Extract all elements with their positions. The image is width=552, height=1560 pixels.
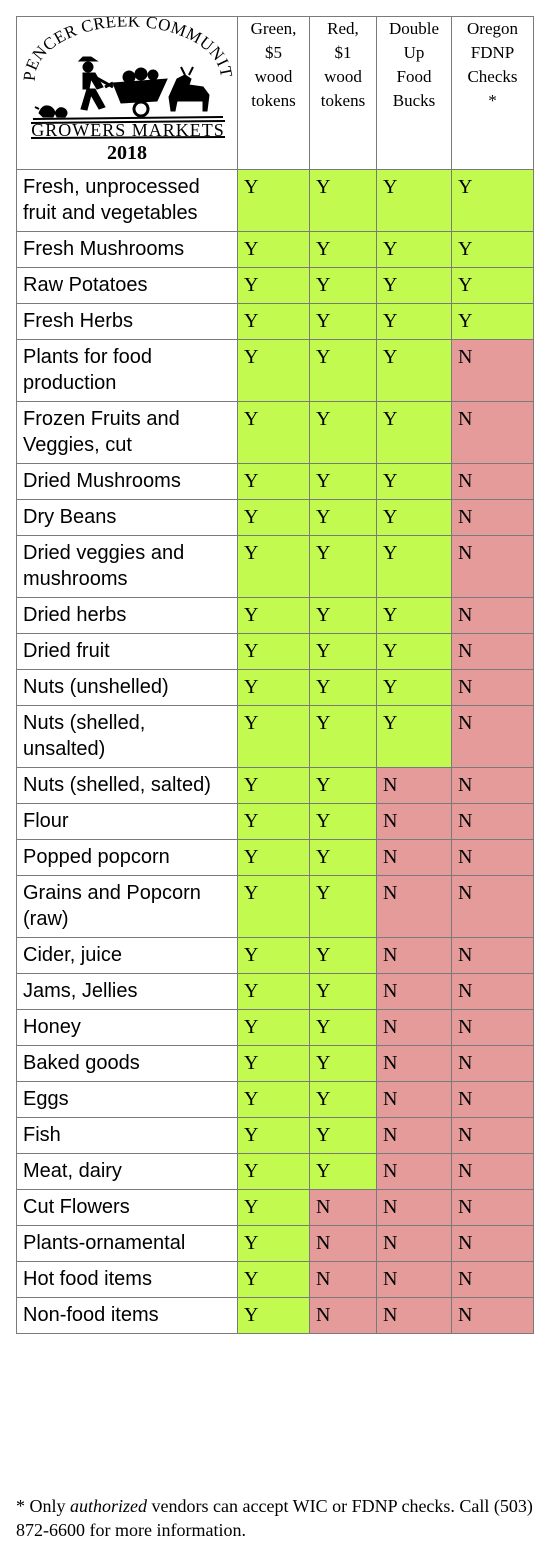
accepted-cell: Y: [238, 402, 310, 464]
farmer-wheelbarrow-illustration: [33, 57, 223, 119]
table-row: [17, 634, 534, 670]
table-row: [17, 464, 534, 500]
table-row: [17, 340, 534, 402]
not-accepted-cell: N: [310, 1262, 377, 1298]
not-accepted-cell: N: [452, 706, 534, 768]
logo-banner: [31, 120, 225, 140]
market-logo: [17, 17, 237, 141]
accepted-cell: Y: [238, 1082, 310, 1118]
accepted-cell: Y: [238, 464, 310, 500]
item-name: Frozen Fruits and Veggies, cut: [17, 402, 238, 464]
not-accepted-cell: N: [377, 938, 452, 974]
accepted-cell: Y: [310, 340, 377, 402]
accepted-cell: Y: [310, 1046, 377, 1082]
not-accepted-cell: N: [452, 1154, 534, 1190]
not-accepted-cell: N: [377, 1046, 452, 1082]
accepted-cell: Y: [377, 304, 452, 340]
accepted-cell: Y: [310, 1010, 377, 1046]
item-name: Grains and Popcorn (raw): [17, 876, 238, 938]
not-accepted-cell: N: [377, 1118, 452, 1154]
not-accepted-cell: N: [310, 1226, 377, 1262]
accepted-cell: Y: [310, 1118, 377, 1154]
accepted-cell: Y: [238, 1262, 310, 1298]
not-accepted-cell: N: [452, 974, 534, 1010]
accepted-cell: Y: [377, 232, 452, 268]
not-accepted-cell: N: [377, 1010, 452, 1046]
accepted-cell: Y: [238, 840, 310, 876]
accepted-cell: Y: [238, 670, 310, 706]
table-row: [17, 1082, 534, 1118]
accepted-cell: Y: [310, 840, 377, 876]
footnote-prefix: * Only: [16, 1496, 70, 1516]
footnote: [16, 1494, 536, 1542]
not-accepted-cell: N: [377, 768, 452, 804]
logo-arc-text: PENCER CREEK COMMUNIT: [19, 17, 237, 82]
table-row: [17, 1298, 534, 1334]
table-row: [17, 1118, 534, 1154]
item-name: Raw Potatoes: [17, 268, 238, 304]
item-name: Dried fruit: [17, 634, 238, 670]
table-row: [17, 1190, 534, 1226]
not-accepted-cell: N: [452, 536, 534, 598]
not-accepted-cell: N: [452, 1190, 534, 1226]
accepted-cell: Y: [238, 340, 310, 402]
item-name: Meat, dairy: [17, 1154, 238, 1190]
not-accepted-cell: N: [452, 768, 534, 804]
table-row: [17, 536, 534, 598]
accepted-cell: Y: [238, 974, 310, 1010]
column-header-red-tokens: Red, $1 wood tokens: [310, 17, 377, 170]
accepted-cell: Y: [310, 500, 377, 536]
accepted-cell: Y: [377, 670, 452, 706]
eligibility-table: [16, 16, 534, 1334]
item-name: Dry Beans: [17, 500, 238, 536]
not-accepted-cell: N: [377, 1226, 452, 1262]
table-row: [17, 1046, 534, 1082]
accepted-cell: Y: [452, 268, 534, 304]
not-accepted-cell: N: [452, 1082, 534, 1118]
logo-banner-text: GROWERS MARKETS: [31, 120, 225, 140]
not-accepted-cell: N: [452, 634, 534, 670]
accepted-cell: Y: [310, 598, 377, 634]
item-name: Fish: [17, 1118, 238, 1154]
table-row: [17, 670, 534, 706]
item-name: Fresh Mushrooms: [17, 232, 238, 268]
accepted-cell: Y: [238, 598, 310, 634]
item-name: Popped popcorn: [17, 840, 238, 876]
accepted-cell: Y: [238, 1190, 310, 1226]
not-accepted-cell: N: [377, 974, 452, 1010]
accepted-cell: Y: [310, 232, 377, 268]
not-accepted-cell: N: [452, 804, 534, 840]
accepted-cell: Y: [377, 634, 452, 670]
item-name: Flour: [17, 804, 238, 840]
table-row: [17, 268, 534, 304]
table-row: [17, 1154, 534, 1190]
column-header-oregon-fdnp-checks: Oregon FDNP Checks *: [452, 17, 534, 170]
table-row: [17, 598, 534, 634]
table-row: [17, 876, 534, 938]
accepted-cell: Y: [452, 304, 534, 340]
not-accepted-cell: N: [452, 402, 534, 464]
accepted-cell: Y: [377, 340, 452, 402]
accepted-cell: Y: [377, 170, 452, 232]
accepted-cell: Y: [238, 1118, 310, 1154]
table-row: [17, 1262, 534, 1298]
accepted-cell: Y: [238, 500, 310, 536]
not-accepted-cell: N: [310, 1190, 377, 1226]
accepted-cell: Y: [310, 670, 377, 706]
accepted-cell: Y: [238, 304, 310, 340]
accepted-cell: Y: [310, 974, 377, 1010]
not-accepted-cell: N: [452, 1046, 534, 1082]
not-accepted-cell: N: [452, 500, 534, 536]
accepted-cell: Y: [310, 1082, 377, 1118]
table-row: [17, 1226, 534, 1262]
table-body: [17, 170, 534, 1334]
not-accepted-cell: N: [452, 1262, 534, 1298]
item-name: Cut Flowers: [17, 1190, 238, 1226]
footnote-suffix: vendors can accept WIC or FDNP checks. Call (503) 872-6600 for more information.: [16, 1496, 533, 1540]
accepted-cell: Y: [377, 402, 452, 464]
accepted-cell: Y: [238, 1046, 310, 1082]
not-accepted-cell: N: [452, 464, 534, 500]
table-row: [17, 706, 534, 768]
accepted-cell: Y: [238, 170, 310, 232]
item-name: Nuts (unshelled): [17, 670, 238, 706]
accepted-cell: Y: [310, 536, 377, 598]
accepted-cell: Y: [377, 598, 452, 634]
accepted-cell: Y: [310, 876, 377, 938]
accepted-cell: Y: [238, 1298, 310, 1334]
item-name: Baked goods: [17, 1046, 238, 1082]
item-name: Fresh Herbs: [17, 304, 238, 340]
accepted-cell: Y: [238, 268, 310, 304]
item-name: Nuts (shelled, unsalted): [17, 706, 238, 768]
item-name: Dried Mushrooms: [17, 464, 238, 500]
accepted-cell: Y: [238, 1010, 310, 1046]
logo-year: 2018: [107, 142, 147, 164]
table-row: [17, 1010, 534, 1046]
not-accepted-cell: N: [377, 876, 452, 938]
item-name: Hot food items: [17, 1262, 238, 1298]
accepted-cell: Y: [238, 706, 310, 768]
item-name: Non-food items: [17, 1298, 238, 1334]
footnote-emphasis: authorized: [70, 1496, 148, 1516]
not-accepted-cell: N: [452, 840, 534, 876]
table-row: [17, 840, 534, 876]
not-accepted-cell: N: [310, 1298, 377, 1334]
not-accepted-cell: N: [377, 1190, 452, 1226]
accepted-cell: Y: [310, 268, 377, 304]
not-accepted-cell: N: [452, 670, 534, 706]
accepted-cell: Y: [238, 536, 310, 598]
accepted-cell: Y: [310, 1154, 377, 1190]
accepted-cell: Y: [377, 464, 452, 500]
not-accepted-cell: N: [452, 876, 534, 938]
item-name: Plants-ornamental: [17, 1226, 238, 1262]
accepted-cell: Y: [452, 232, 534, 268]
table-row: [17, 304, 534, 340]
accepted-cell: Y: [238, 634, 310, 670]
accepted-cell: Y: [452, 170, 534, 232]
table-row: [17, 170, 534, 232]
item-name: Honey: [17, 1010, 238, 1046]
not-accepted-cell: N: [377, 1298, 452, 1334]
column-header-green-tokens: Green, $5 wood tokens: [238, 17, 310, 170]
not-accepted-cell: N: [452, 340, 534, 402]
accepted-cell: Y: [238, 938, 310, 974]
not-accepted-cell: N: [452, 598, 534, 634]
accepted-cell: Y: [310, 402, 377, 464]
item-name: Plants for food production: [17, 340, 238, 402]
not-accepted-cell: N: [377, 1262, 452, 1298]
not-accepted-cell: N: [452, 1010, 534, 1046]
table-row: [17, 232, 534, 268]
accepted-cell: Y: [238, 1226, 310, 1262]
accepted-cell: Y: [310, 706, 377, 768]
not-accepted-cell: N: [377, 804, 452, 840]
not-accepted-cell: N: [452, 1298, 534, 1334]
accepted-cell: Y: [377, 268, 452, 304]
table-row: [17, 768, 534, 804]
accepted-cell: Y: [238, 1154, 310, 1190]
not-accepted-cell: N: [377, 840, 452, 876]
not-accepted-cell: N: [377, 1154, 452, 1190]
table-row: [17, 804, 534, 840]
accepted-cell: Y: [310, 304, 377, 340]
table-row: [17, 938, 534, 974]
logo-cell: [17, 17, 238, 170]
accepted-cell: Y: [310, 804, 377, 840]
accepted-cell: Y: [310, 768, 377, 804]
table-row: [17, 974, 534, 1010]
accepted-cell: Y: [238, 232, 310, 268]
table-row: [17, 500, 534, 536]
not-accepted-cell: N: [452, 1118, 534, 1154]
item-name: Fresh, unprocessed fruit and vegetables: [17, 170, 238, 232]
not-accepted-cell: N: [377, 1082, 452, 1118]
accepted-cell: Y: [377, 500, 452, 536]
not-accepted-cell: N: [452, 938, 534, 974]
column-header-double-up-food-bucks: Double Up Food Bucks: [377, 17, 452, 170]
item-name: Dried veggies and mushrooms: [17, 536, 238, 598]
item-name: Cider, juice: [17, 938, 238, 974]
accepted-cell: Y: [310, 634, 377, 670]
item-name: Jams, Jellies: [17, 974, 238, 1010]
accepted-cell: Y: [238, 804, 310, 840]
accepted-cell: Y: [310, 170, 377, 232]
item-name: Dried herbs: [17, 598, 238, 634]
accepted-cell: Y: [310, 464, 377, 500]
not-accepted-cell: N: [452, 1226, 534, 1262]
header-row: [17, 17, 534, 170]
accepted-cell: Y: [238, 876, 310, 938]
accepted-cell: Y: [377, 536, 452, 598]
accepted-cell: Y: [310, 938, 377, 974]
item-name: Nuts (shelled, salted): [17, 768, 238, 804]
accepted-cell: Y: [377, 706, 452, 768]
accepted-cell: Y: [238, 768, 310, 804]
table-row: [17, 402, 534, 464]
item-name: Eggs: [17, 1082, 238, 1118]
